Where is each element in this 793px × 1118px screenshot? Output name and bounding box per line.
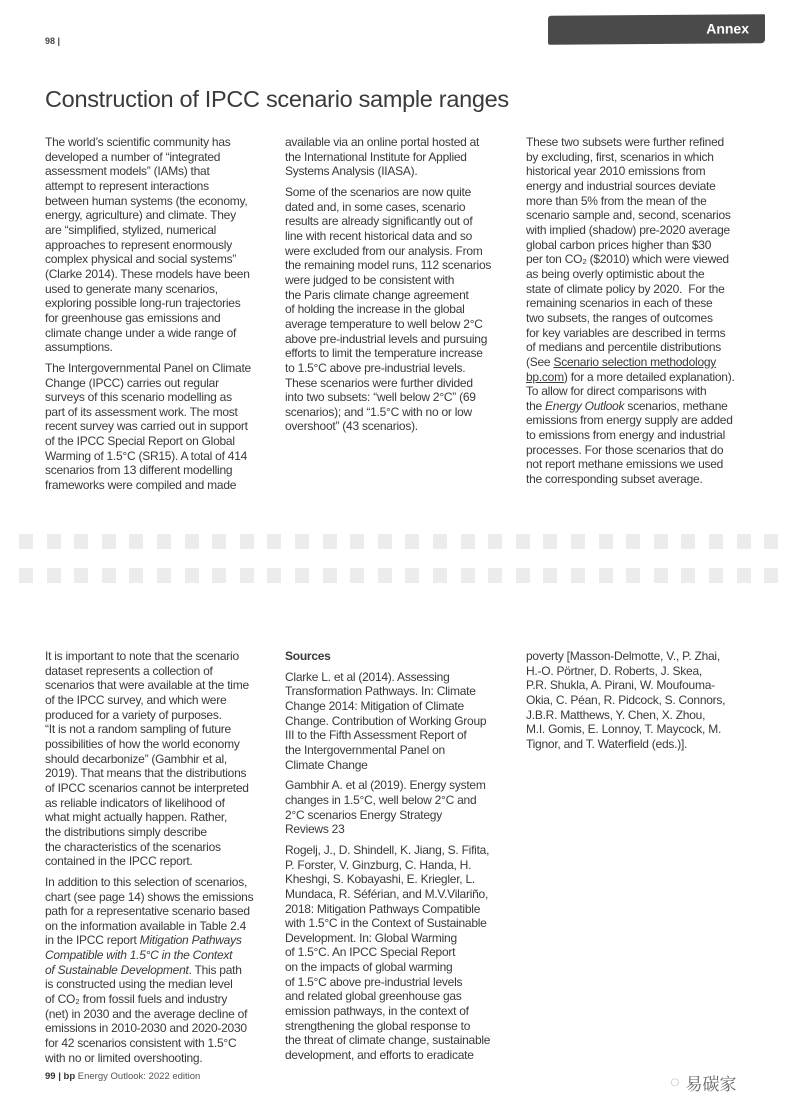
sources-heading: Sources	[285, 649, 331, 663]
watermark	[670, 1070, 737, 1095]
divider-dash	[405, 568, 419, 583]
bottom-column-1	[45, 649, 285, 1071]
divider-dash	[19, 534, 33, 549]
page-title: Construction of IPCC scenario sample ranges	[45, 86, 509, 112]
divider-dash	[433, 534, 447, 549]
text-run: Gambhir A. et al (2019). Energy system changes in 1.5°C, well below 2°C and 2°C scenarios Energy Strategy Reviews 23	[285, 778, 486, 837]
text-run: Some of the scenarios are now quite dated and, in some cases, scenario results are already significantly out of line with recent historical data and so were excluded from our analysis. From the remaining model runs, 112 scenarios were judged to be consistent with the Paris climate change agreement of holding the increase in the global average temperature to well below 2°C above pre-industrial levels and pursuing efforts to limit the temperature increase to 1.5°C above pre-industrial levels. These scenarios were further divided into two subsets: “well below 2°C” (69 scenarios); and “1.5°C with no or low overshoot” (43 scenarios).	[285, 184, 492, 434]
divider-dash	[461, 568, 475, 583]
divider-dash	[433, 568, 447, 583]
text-run: Rogelj, J., D. Shindell, K. Jiang, S. Fifita, P. Forster, V. Ginzburg, C. Handa, H. Kheshgi, S. Kobayashi, E. Kriegler, L. Mundaca, R. Séférian, and M.V.Vilariño, 2018: Mitigation Pathways Compatible with 1.5°C in the Context of Sustainable Development. In: Global Warming of 1.5°C. An IPCC Special Report on the impacts of global warming of 1.5°C above pre-industrial levels and related global greenhouse gas emission pathways, in the context of strengthening the global response to the threat of climate change, sustainable development, and efforts to eradicate	[285, 842, 491, 1063]
footer-publication: Energy Outlook: 2022 edition	[77, 1071, 201, 1082]
text-run: . This path is constructed using the median level of CO₂ from fossil fuels and industry (net) in 2030 and the average decline of emissions in 2010-2030 and 2020-2030 for 42 scenarios consistent with 1.5°C with no or limited overshooting.	[45, 962, 248, 1065]
divider-dash	[74, 534, 88, 549]
divider-dash	[405, 534, 419, 549]
divider-dash	[74, 568, 88, 583]
text-run: Energy Outlook	[545, 398, 625, 413]
divider-dash	[350, 568, 364, 583]
paragraph	[285, 670, 525, 773]
paragraph	[285, 135, 525, 179]
divider-dash	[737, 568, 751, 583]
paragraph	[285, 649, 525, 664]
text-run: The world’s scientific community has developed a number of “integrated assessment models” (IAMs) that attempt to represent interactions between human systems (the economy, energy, agriculture) and climate. They are “simplified, stylized, numerical approaches to represent enormously complex physical and social systems” (Clarke 2014). These models have been used to generate many scenarios, exploring possible long-run trajectories for greenhouse gas emissions and climate change under a wide range of assumptions.	[45, 135, 250, 355]
divider-dash	[516, 534, 530, 549]
watermark-text: 易碳家	[685, 1075, 737, 1094]
divider-dash	[764, 534, 778, 549]
text-run: ) for a more detailed explanation). To allow for direct comparisons with the	[526, 369, 735, 413]
top-column-3	[526, 135, 766, 493]
decorative-divider-row	[19, 534, 779, 549]
divider-dash	[488, 568, 502, 583]
text-run: Clarke L. et al (2014). Assessing Transformation Pathways. In: Climate Change 2014: Mitigation of Climate Change. Contribution of Working Group III to the Fifth Assessment Report of the Intergovernmental Panel on Climate Change	[285, 669, 487, 772]
paragraph	[285, 778, 525, 837]
divider-dash	[461, 534, 475, 549]
text-run: available via an online portal hosted at the International Institute for Applied Systems Analysis (IIASA).	[285, 135, 480, 179]
text-run: The Intergovernmental Panel on Climate Change (IPCC) carries out regular surveys of this scenario modelling as part of its assessment work. The most recent survey was carried out in support of the IPCC Special Report on Global Warming of 1.5°C (SR15). A total of 414 scenarios from 13 different modelling frameworks were compiled and made	[45, 360, 251, 493]
link-text[interactable]: Scenario selection methodology bp.com	[526, 354, 717, 384]
divider-dash	[350, 534, 364, 549]
divider-dash	[599, 534, 613, 549]
paragraph	[526, 135, 766, 487]
divider-dash	[267, 534, 281, 549]
footer-brand: bp	[63, 1071, 76, 1082]
footer-separator: |	[58, 1071, 61, 1082]
divider-dash	[323, 534, 337, 549]
footer-page-number: 99	[45, 1071, 56, 1082]
paragraph	[45, 135, 285, 355]
wechat-icon: ◌	[670, 1073, 680, 1091]
divider-dash	[626, 568, 640, 583]
text-run: Mitigation Pathways Compatible with 1.5°C in the Context of Sustainable Development	[45, 933, 242, 977]
paragraph	[45, 361, 285, 493]
text-run: It is important to note that the scenario dataset represents a collection of scenarios that were available at the time of the IPCC survey, and which were produced for a variety of purposes. “It is not a random sampling of future possibilities of how the world economy should decarbonize” (Gambhir et al, 2019). That means that the distributions of IPCC scenarios cannot be interpreted as reliable indicators of likelihood of what might actually happen. Rather, the distributions simply describe the characteristics of the scenarios contained in the IPCC report.	[45, 649, 249, 869]
text-run: These two subsets were further refined by excluding, first, scenarios in which historical year 2010 emissions from energy and industrial sources deviate more than 5% from the mean of the scenario sample and, second, scenarios with implied (shadow) pre-2020 average global carbon prices higher than $30 per ton CO₂ ($2010) which were viewed as being overly optimistic about the state of climate policy by 2020. For the remaining scenarios in each of these two subsets, the ranges of outcomes for key variables are described in terms of medians and percentile distributions (See	[526, 135, 731, 369]
paragraph	[285, 843, 525, 1063]
paragraph	[526, 649, 766, 752]
bottom-column-2	[285, 649, 525, 1069]
divider-dash	[157, 534, 171, 549]
decorative-divider-row	[19, 568, 779, 583]
top-column-1	[45, 135, 285, 499]
divider-dash	[212, 568, 226, 583]
divider-dash	[516, 568, 530, 583]
divider-dash	[571, 568, 585, 583]
divider-dash	[488, 534, 502, 549]
divider-dash	[185, 534, 199, 549]
section-tab-label: Annex	[706, 20, 749, 37]
divider-dash	[543, 568, 557, 583]
footer	[45, 1071, 200, 1082]
divider-dash	[47, 534, 61, 549]
divider-dash	[543, 534, 557, 549]
divider-dash	[129, 534, 143, 549]
divider-dash	[102, 568, 116, 583]
divider-dash	[681, 534, 695, 549]
divider-dash	[295, 568, 309, 583]
paragraph	[45, 649, 285, 869]
divider-dash	[654, 534, 668, 549]
text-run: poverty [Masson-Delmotte, V., P. Zhai, H.-O. Pörtner, D. Roberts, J. Skea, P.R. Shukla, A. Pirani, W. Moufouma- Okia, C. Péan, R. Pidcock, S. Connors, J.B.R. Matthews, Y. Chen, X. Zhou, M.I. Gomis, E. Lonnoy, T. Maycock, M. Tignor, and T. Waterfield (eds.)].	[526, 649, 726, 751]
page-number-left: 98 |	[45, 36, 61, 46]
divider-dash	[378, 568, 392, 583]
divider-dash	[19, 568, 33, 583]
divider-dash	[323, 568, 337, 583]
divider-dash	[378, 534, 392, 549]
divider-dash	[267, 568, 281, 583]
divider-dash	[240, 534, 254, 549]
divider-dash	[599, 568, 613, 583]
paragraph	[45, 875, 285, 1066]
divider-dash	[709, 568, 723, 583]
divider-dash	[626, 534, 640, 549]
text-run: scenarios, methane emissions from energy supply are added to emissions from energy and industrial processes. For those scenarios that do not report methane emissions we used the corresponding subset average.	[526, 398, 733, 487]
top-column-2	[285, 135, 525, 440]
divider-dash	[295, 534, 309, 549]
divider-dash	[102, 534, 116, 549]
section-tab	[548, 14, 765, 45]
divider-dash	[709, 534, 723, 549]
text-run: In addition to this selection of scenarios, chart (see page 14) shows the emissions path for a representative scenario based on the information available in Table 2.4 in the IPCC report	[45, 874, 254, 948]
divider-dash	[129, 568, 143, 583]
divider-dash	[240, 568, 254, 583]
paragraph	[285, 185, 525, 434]
bottom-column-3	[526, 649, 766, 758]
divider-dash	[47, 568, 61, 583]
divider-dash	[737, 534, 751, 549]
divider-dash	[654, 568, 668, 583]
divider-dash	[681, 568, 695, 583]
divider-dash	[185, 568, 199, 583]
divider-dash	[571, 534, 585, 549]
divider-dash	[157, 568, 171, 583]
divider-dash	[764, 568, 778, 583]
divider-dash	[212, 534, 226, 549]
